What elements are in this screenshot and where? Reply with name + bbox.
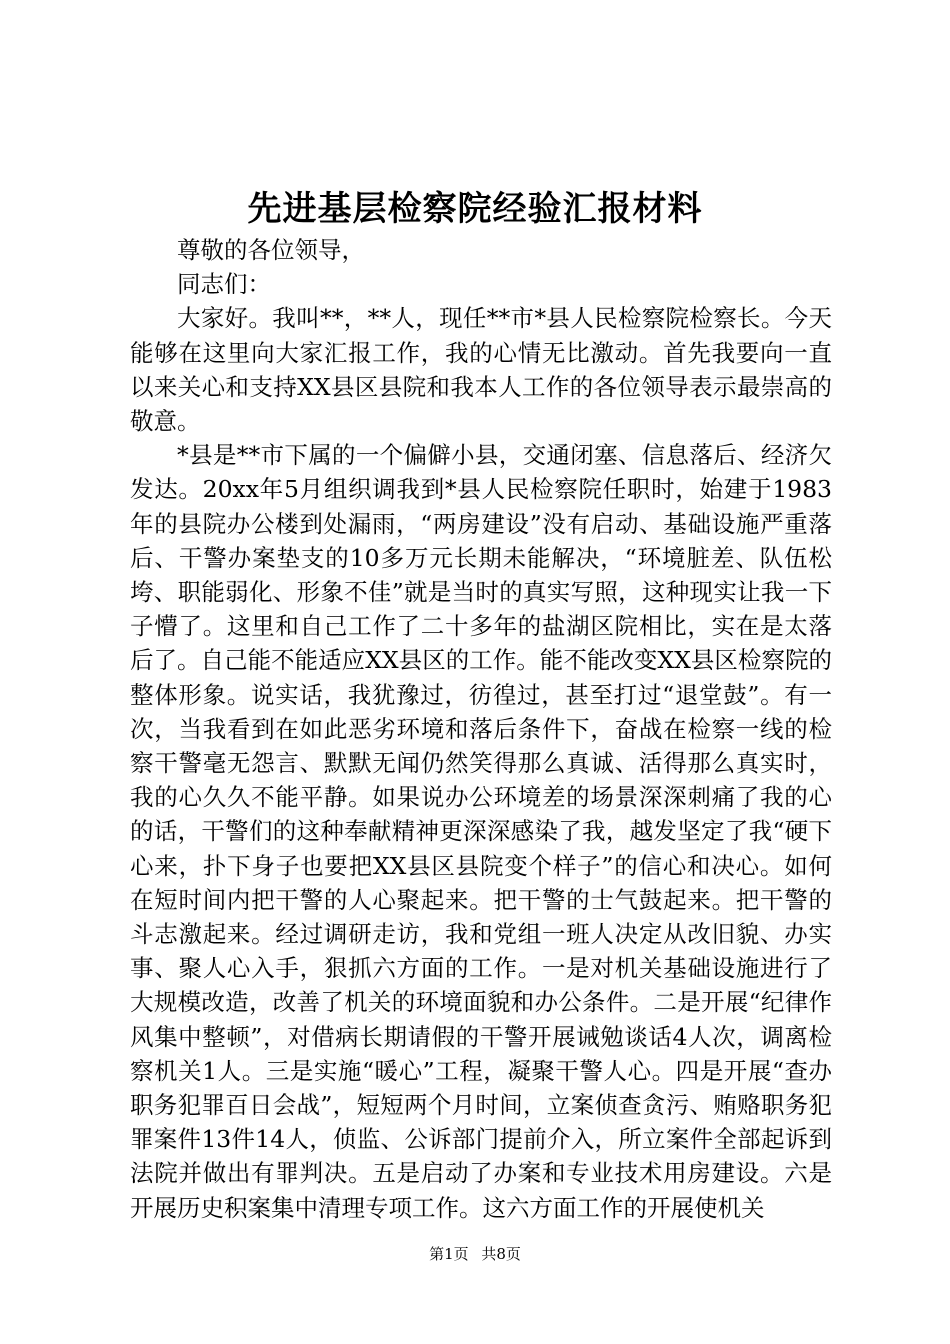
page-number: 第1页 bbox=[429, 1245, 469, 1263]
document-title: 先进基层检察院经验汇报材料 bbox=[247, 189, 703, 229]
salutation-leaders: 尊敬的各位领导， bbox=[177, 236, 365, 264]
page-footer bbox=[0, 1244, 950, 1264]
page-total: 共8页 bbox=[481, 1245, 521, 1263]
salutation-comrades: 同志们： bbox=[177, 270, 271, 299]
paragraph-county-situation: *县是**市下属的一个偏僻小县，交通闭塞、信息落后、经济欠发达。20xx年5月组织调我到*县人民检察院任职时，始建于1983年的县院办公楼到处漏雨，“两房建设”没有启动、基础设施严重落后、干警办案垫支的10多万元长期未能解决，“环境脏差、队伍松垮、职能弱化、形象不佳”就是当时的真实写照，这种现实让我一下子懵了。这里和自己工作了二十多年的盐湖区院相比，实在是太落后了。自己能不能适应XX县区的工作。能不能改变XX县区检察院的整体形象。说实话，我犹豫过，彷徨过，甚至打过“退堂鼓”。有一次，当我看到在如此恶劣环境和落后条件下，奋战在检察一线的检察干警毫无怨言、默默无闻仍然笑得那么真诚、活得那么真实时，我的心久久不能平静。如果说办公环境差的场景深深刺痛了我的心的话，干警们的这种奉献精神更深深感染了我，越发坚定了我“硬下心来，扑下身子也要把XX县区县院变个样子”的信心和决心。如何在短时间内把干警的人心聚起来。把干警的士气鼓起来。把干警的斗志激起来。经过调研走访，我和党组一班人决定从改旧貌、办实事、聚人心入手，狠抓六方面的工作。一是对机关基础设施进行了大规模改造，改善了机关的环境面貌和办公条件。二是开展“纪律作风集中整顿”，对借病长期请假的干警开展诫勉谈话4人次，调离检察机关1人。三是实施“暖心”工程，凝聚干警人心。四是开展“查办职务犯罪百日会战”，短短两个月时间，立案侦查贪污、贿赂职务犯罪案件13件14人，侦监、公诉部门提前介入，所立案件全部起诉到法院并做出有罪判决。五是启动了办案和专业技术用房建设。六是开展历史积案集中清理专项工作。这六方面工作的开展使机关 bbox=[130, 441, 832, 1222]
paragraph-introduction: 大家好。我叫**，**人，现任**市*县人民检察院检察长。今天能够在这里向大家汇报工作，我的心情无比激动。首先我要向一直以来关心和支持XX县区县院和我本人工作的各位领导表示最崇高的敬意。 bbox=[130, 304, 832, 436]
document-body bbox=[130, 233, 832, 1225]
